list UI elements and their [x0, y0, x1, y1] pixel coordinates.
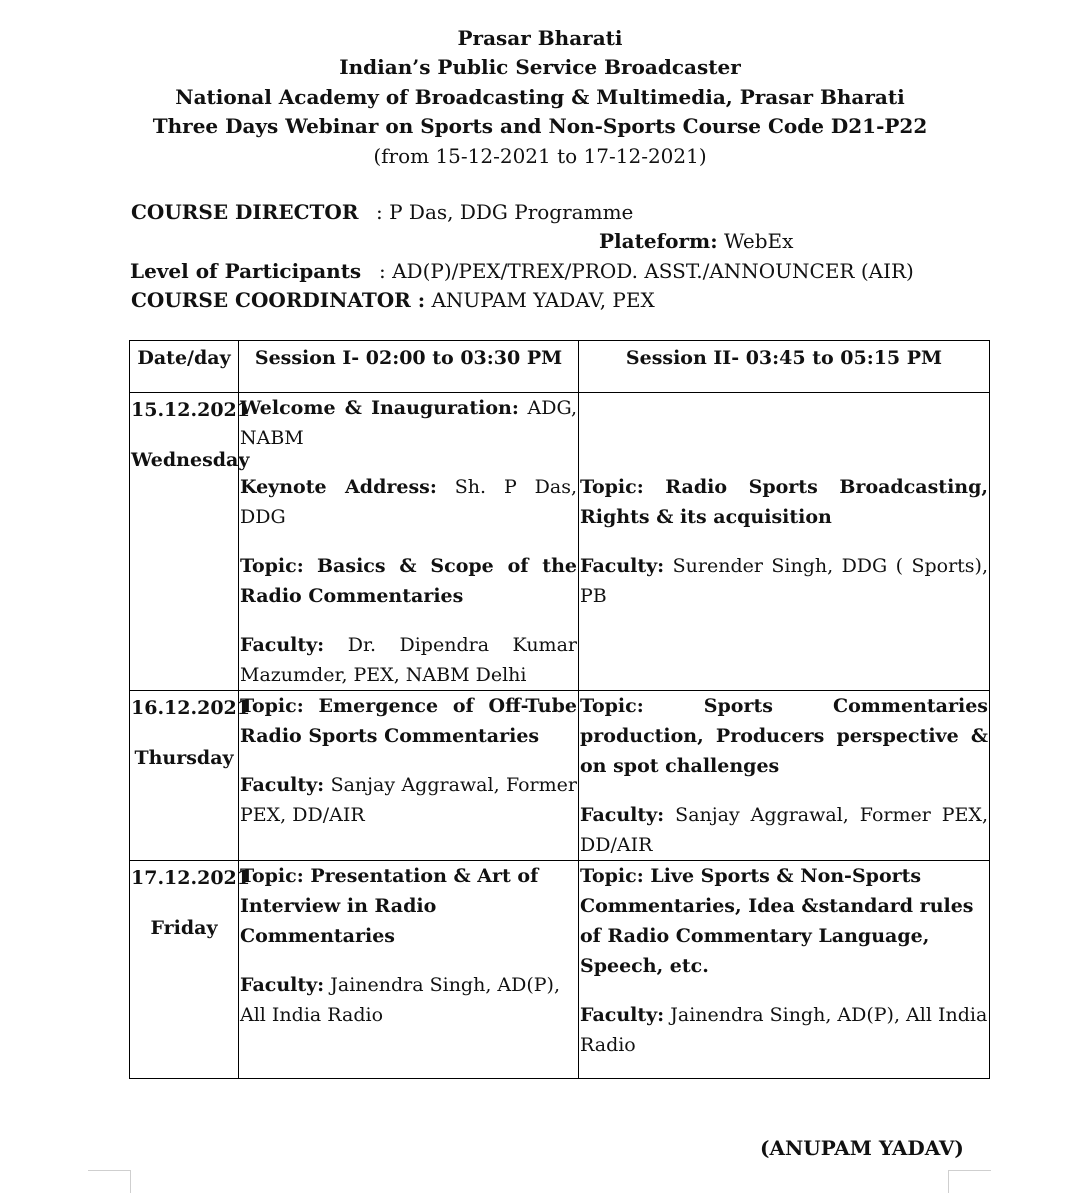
platform-line — [599, 229, 793, 253]
course-title: Three Days Webinar on Sports and Non-Sports Course Code D21-P22 — [152, 114, 928, 139]
director-value: : P Das, DDG Programme — [376, 200, 634, 224]
row-date: 16.12.2021 — [131, 697, 250, 719]
faculty-label: Faculty: — [240, 634, 325, 656]
topic-label: Topic: — [240, 555, 304, 577]
row-date: 17.12.2021 — [131, 867, 250, 889]
coordinator-label: COURSE COORDINATOR : — [131, 288, 426, 312]
session-1-cell — [239, 861, 579, 1079]
row-day: Thursday — [134, 747, 234, 769]
topic-value: Basics & Scope of the Radio Commentaries — [240, 555, 577, 607]
topic-text: Topic: Presentation & Art of Interview in Radio Commentaries — [240, 865, 539, 947]
participants-label: Level of Participants — [130, 259, 362, 283]
session-2-cell — [579, 861, 990, 1079]
faculty-value: Surender Singh, DDG ( Sports), PB — [580, 555, 989, 607]
faculty-value: Sanjay Aggrawal, Former PEX, DD/AIR — [240, 774, 577, 826]
faculty-label: Faculty: — [580, 1004, 665, 1026]
keynote-label: Keynote Address: — [240, 476, 437, 498]
topic-text: Topic: Live Sports & Non-Sports Commentaries, Idea &standard rules of Radio Commentary Language, Speech, etc. — [580, 865, 974, 977]
topic-text: Topic: Emergence of Off-Tube Radio Sports Commentaries — [240, 695, 577, 747]
signature: (ANUPAM YADAV) — [760, 1136, 964, 1160]
org-name: Prasar Bharati — [457, 26, 623, 50]
org-tagline: Indian’s Public Service Broadcaster — [339, 55, 741, 80]
platform-value: WebEx — [723, 229, 794, 253]
schedule-table — [129, 340, 990, 1079]
topic-text: Topic: Radio Sports Broadcasting, Rights & its acquisition — [580, 476, 988, 528]
table-row — [130, 861, 990, 1079]
page-corner-mark-left — [88, 1170, 131, 1193]
welcome-label: Welcome & Inauguration: — [240, 397, 519, 419]
row-day: Friday — [150, 917, 218, 939]
course-dates: (from 15-12-2021 to 17-12-2021) — [373, 143, 707, 168]
table-row — [130, 691, 990, 861]
topic-text: Topic: Sports Commentaries production, Producers perspective & on spot challenges — [580, 695, 988, 777]
welcome-value: ADG, NABM — [240, 397, 577, 449]
date-cell — [130, 861, 250, 1079]
date-cell — [130, 691, 250, 861]
faculty-value: Dr. Dipendra Kumar Mazumder, PEX, NABM Delhi — [240, 634, 577, 686]
header-session-2: Session II- 03:45 to 05:15 PM — [579, 341, 990, 393]
session-1-cell — [239, 393, 579, 691]
session-1-cell — [239, 691, 579, 861]
coordinator-line — [131, 288, 655, 312]
row-date: 15.12.2021 — [131, 399, 250, 421]
faculty-value: Jainendra Singh, AD(P), All India Radio — [240, 974, 561, 1026]
director-label: COURSE DIRECTOR — [131, 200, 359, 224]
faculty-value: Jainendra Singh, AD(P), All India Radio — [580, 1004, 988, 1056]
header-date: Date/day — [130, 341, 239, 393]
faculty-label: Faculty: — [240, 974, 325, 996]
date-cell — [130, 393, 250, 691]
header-session-1: Session I- 02:00 to 03:30 PM — [239, 341, 579, 393]
table-header-row — [130, 341, 990, 393]
coordinator-value: ANUPAM YADAV, PEX — [431, 288, 655, 312]
faculty-label: Faculty: — [240, 774, 325, 796]
table-row — [130, 393, 990, 691]
row-day: Wednesday — [131, 449, 250, 471]
academy-name: National Academy of Broadcasting & Multimedia, Prasar Bharati — [175, 84, 905, 109]
faculty-label: Faculty: — [580, 804, 665, 826]
page-corner-mark-right — [948, 1170, 991, 1193]
document-header — [0, 24, 1080, 171]
faculty-value: Sanjay Aggrawal, Former PEX, DD/AIR — [580, 804, 988, 856]
keynote-value: Sh. P Das, DDG — [240, 476, 577, 528]
faculty-label: Faculty: — [580, 555, 665, 577]
session-2-cell — [579, 691, 990, 861]
session-2-cell — [579, 393, 990, 691]
participants-value: : AD(P)/PEX/TREX/PROD. ASST./ANNOUNCER (AIR) — [379, 259, 914, 283]
platform-label: Plateform: — [599, 229, 718, 253]
